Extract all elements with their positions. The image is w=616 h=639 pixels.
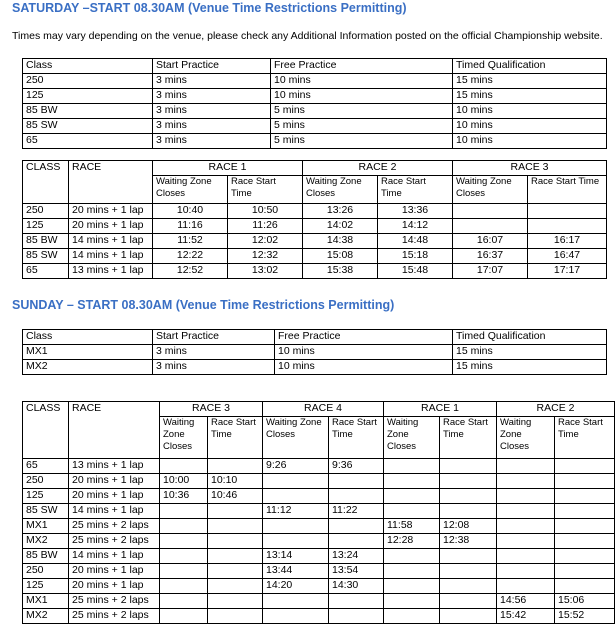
- time-cell: [555, 534, 615, 549]
- time-cell: 10:10: [208, 474, 263, 489]
- time-cell: 12:28: [384, 534, 440, 549]
- table-cell: 10 mins: [453, 134, 607, 149]
- time-cell: [440, 564, 497, 579]
- time-cell: [263, 594, 329, 609]
- class-cell: 85 BW: [23, 234, 69, 249]
- table-row: [23, 519, 615, 534]
- time-cell: [497, 534, 555, 549]
- race-group-header: RACE 2: [303, 161, 453, 176]
- table-row: [23, 564, 615, 579]
- time-cell: [453, 219, 528, 234]
- time-cell: [440, 609, 497, 624]
- table-cell: 3 mins: [153, 134, 271, 149]
- class-cell: 125: [23, 579, 69, 594]
- race-header: RACE: [69, 161, 153, 204]
- table-cell: 125: [23, 89, 153, 104]
- schedule-note: Times may vary depending on the venue, please check any Additional Information posted on the official Championship website.: [12, 30, 603, 42]
- time-cell: 10:00: [160, 474, 208, 489]
- time-cell: [160, 504, 208, 519]
- race-length-cell: 25 mins + 2 laps: [69, 609, 160, 624]
- time-cell: 11:16: [153, 219, 228, 234]
- race-length-cell: 20 mins + 1 lap: [69, 204, 153, 219]
- sunday-race-table: [22, 401, 615, 624]
- column-header: Class: [23, 59, 153, 74]
- time-cell: [555, 549, 615, 564]
- waiting-zone-header: Waiting Zone Closes: [303, 176, 378, 204]
- table-cell: 3 mins: [153, 74, 271, 89]
- waiting-zone-header: Waiting Zone Closes: [153, 176, 228, 204]
- time-cell: 14:56: [497, 594, 555, 609]
- table-row: [23, 204, 607, 219]
- time-cell: [329, 609, 384, 624]
- time-cell: [555, 459, 615, 474]
- time-cell: [440, 474, 497, 489]
- column-header: Start Practice: [153, 330, 275, 345]
- race-group-header: RACE 2: [497, 402, 615, 417]
- time-cell: 16:37: [453, 249, 528, 264]
- time-cell: [497, 489, 555, 504]
- time-cell: [384, 474, 440, 489]
- class-cell: 250: [23, 204, 69, 219]
- waiting-zone-header: Waiting Zone Closes: [453, 176, 528, 204]
- class-cell: 250: [23, 474, 69, 489]
- time-cell: 14:38: [303, 234, 378, 249]
- table-cell: 15 mins: [453, 360, 607, 375]
- table-cell: 250: [23, 74, 153, 89]
- race-group-header: RACE 3: [453, 161, 607, 176]
- time-cell: [160, 519, 208, 534]
- time-cell: [208, 504, 263, 519]
- table-row: [23, 134, 607, 149]
- table-cell: 10 mins: [275, 345, 453, 360]
- table-cell: 15 mins: [453, 74, 607, 89]
- race-group-header: RACE 3: [160, 402, 263, 417]
- race-length-cell: 13 mins + 1 lap: [69, 459, 160, 474]
- time-cell: [384, 564, 440, 579]
- time-cell: 12:52: [153, 264, 228, 279]
- time-cell: [440, 594, 497, 609]
- time-cell: 15:48: [378, 264, 453, 279]
- table-cell: 10 mins: [271, 89, 453, 104]
- table-row: [23, 119, 607, 134]
- time-cell: 13:02: [228, 264, 303, 279]
- column-header: Class: [23, 330, 153, 345]
- race-start-header: Race Start Time: [378, 176, 453, 204]
- table-row: [23, 360, 607, 375]
- time-cell: [453, 204, 528, 219]
- time-cell: 13:24: [329, 549, 384, 564]
- class-cell: 85 BW: [23, 549, 69, 564]
- time-cell: [555, 474, 615, 489]
- race-start-header: Race Start Time: [208, 417, 263, 459]
- time-cell: 17:07: [453, 264, 528, 279]
- time-cell: 12:22: [153, 249, 228, 264]
- time-cell: 14:12: [378, 219, 453, 234]
- time-cell: 15:52: [555, 609, 615, 624]
- time-cell: [440, 579, 497, 594]
- time-cell: [440, 489, 497, 504]
- class-cell: 125: [23, 219, 69, 234]
- race-header-row: [23, 402, 615, 417]
- time-cell: [263, 519, 329, 534]
- time-cell: 11:12: [263, 504, 329, 519]
- race-length-cell: 13 mins + 1 lap: [69, 264, 153, 279]
- time-cell: [497, 519, 555, 534]
- time-cell: [208, 549, 263, 564]
- time-cell: 14:30: [329, 579, 384, 594]
- race-group-header: RACE 1: [153, 161, 303, 176]
- time-cell: 14:48: [378, 234, 453, 249]
- race-group-header: RACE 4: [263, 402, 384, 417]
- time-cell: 11:52: [153, 234, 228, 249]
- column-header: Start Practice: [153, 59, 271, 74]
- table-cell: 5 mins: [271, 119, 453, 134]
- time-cell: [555, 489, 615, 504]
- race-start-header: Race Start Time: [329, 417, 384, 459]
- race-start-header: Race Start Time: [528, 176, 607, 204]
- time-cell: 11:22: [329, 504, 384, 519]
- table-row: [23, 474, 615, 489]
- time-cell: [384, 459, 440, 474]
- table-cell: 15 mins: [453, 89, 607, 104]
- time-cell: 15:18: [378, 249, 453, 264]
- race-length-cell: 14 mins + 1 lap: [69, 249, 153, 264]
- table-cell: 10 mins: [275, 360, 453, 375]
- table-cell: 3 mins: [153, 119, 271, 134]
- time-cell: [440, 504, 497, 519]
- time-cell: [497, 549, 555, 564]
- time-cell: [329, 594, 384, 609]
- class-header: CLASS: [23, 161, 69, 204]
- table-row: [23, 345, 607, 360]
- time-cell: [497, 474, 555, 489]
- time-cell: 13:36: [378, 204, 453, 219]
- time-cell: 14:20: [263, 579, 329, 594]
- sunday-practice-table: [22, 329, 607, 375]
- time-cell: 16:07: [453, 234, 528, 249]
- table-cell: 10 mins: [271, 74, 453, 89]
- class-cell: MX2: [23, 534, 69, 549]
- time-cell: [208, 609, 263, 624]
- waiting-zone-header: Waiting Zone Closes: [497, 417, 555, 459]
- table-row: [23, 234, 607, 249]
- saturday-practice-table: [22, 58, 607, 149]
- time-cell: 12:32: [228, 249, 303, 264]
- waiting-zone-header: Waiting Zone Closes: [384, 417, 440, 459]
- table-cell: 15 mins: [453, 345, 607, 360]
- time-cell: [555, 579, 615, 594]
- table-header-row: [23, 59, 607, 74]
- time-cell: [497, 459, 555, 474]
- time-cell: 9:36: [329, 459, 384, 474]
- time-cell: [208, 564, 263, 579]
- race-length-cell: 20 mins + 1 lap: [69, 474, 160, 489]
- table-row: [23, 74, 607, 89]
- time-cell: 11:26: [228, 219, 303, 234]
- race-header: RACE: [69, 402, 160, 459]
- time-cell: [528, 219, 607, 234]
- table-row: [23, 549, 615, 564]
- time-cell: 12:38: [440, 534, 497, 549]
- time-cell: 15:42: [497, 609, 555, 624]
- time-cell: 13:54: [329, 564, 384, 579]
- race-group-header: RACE 1: [384, 402, 497, 417]
- table-cell: 5 mins: [271, 134, 453, 149]
- time-cell: 12:02: [228, 234, 303, 249]
- table-cell: 3 mins: [153, 104, 271, 119]
- time-cell: [384, 579, 440, 594]
- time-cell: [329, 474, 384, 489]
- race-length-cell: 25 mins + 2 laps: [69, 519, 160, 534]
- time-cell: [263, 489, 329, 504]
- time-cell: [160, 579, 208, 594]
- table-cell: 3 mins: [153, 89, 271, 104]
- table-row: [23, 219, 607, 234]
- time-cell: 17:17: [528, 264, 607, 279]
- time-cell: 16:47: [528, 249, 607, 264]
- class-cell: 85 SW: [23, 249, 69, 264]
- class-cell: 65: [23, 459, 69, 474]
- time-cell: [329, 519, 384, 534]
- time-cell: [160, 549, 208, 564]
- time-cell: [160, 609, 208, 624]
- time-cell: 15:38: [303, 264, 378, 279]
- race-start-header: Race Start Time: [228, 176, 303, 204]
- race-length-cell: 20 mins + 1 lap: [69, 564, 160, 579]
- time-cell: 9:26: [263, 459, 329, 474]
- table-cell: MX2: [23, 360, 153, 375]
- table-cell: 10 mins: [453, 104, 607, 119]
- class-cell: 65: [23, 264, 69, 279]
- race-length-cell: 14 mins + 1 lap: [69, 549, 160, 564]
- table-cell: MX1: [23, 345, 153, 360]
- time-cell: [160, 564, 208, 579]
- race-start-header: Race Start Time: [440, 417, 497, 459]
- time-cell: [555, 519, 615, 534]
- race-header-row: [23, 161, 607, 176]
- table-row: [23, 264, 607, 279]
- table-cell: 3 mins: [153, 345, 275, 360]
- race-length-cell: 20 mins + 1 lap: [69, 219, 153, 234]
- time-cell: 15:08: [303, 249, 378, 264]
- class-cell: MX2: [23, 609, 69, 624]
- class-header: CLASS: [23, 402, 69, 459]
- time-cell: [528, 204, 607, 219]
- time-cell: 13:44: [263, 564, 329, 579]
- time-cell: 10:40: [153, 204, 228, 219]
- time-cell: [263, 474, 329, 489]
- time-cell: 10:36: [160, 489, 208, 504]
- table-cell: 65: [23, 134, 153, 149]
- time-cell: [497, 564, 555, 579]
- time-cell: [384, 489, 440, 504]
- time-cell: [329, 534, 384, 549]
- time-cell: [384, 594, 440, 609]
- time-cell: [440, 549, 497, 564]
- table-row: [23, 594, 615, 609]
- class-cell: MX1: [23, 519, 69, 534]
- time-cell: [384, 609, 440, 624]
- class-cell: MX1: [23, 594, 69, 609]
- table-cell: 3 mins: [153, 360, 275, 375]
- table-row: [23, 489, 615, 504]
- table-row: [23, 609, 615, 624]
- time-cell: [440, 459, 497, 474]
- race-length-cell: 14 mins + 1 lap: [69, 504, 160, 519]
- class-cell: 125: [23, 489, 69, 504]
- table-cell: 85 SW: [23, 119, 153, 134]
- time-cell: 11:58: [384, 519, 440, 534]
- saturday-race-table: [22, 160, 607, 279]
- table-cell: 5 mins: [271, 104, 453, 119]
- time-cell: [160, 534, 208, 549]
- time-cell: [208, 594, 263, 609]
- sunday-heading: SUNDAY – START 08.30AM (Venue Time Restrictions Permitting): [12, 298, 395, 312]
- table-row: [23, 579, 615, 594]
- table-row: [23, 534, 615, 549]
- table-row: [23, 89, 607, 104]
- time-cell: 10:50: [228, 204, 303, 219]
- waiting-zone-header: Waiting Zone Closes: [263, 417, 329, 459]
- table-cell: 10 mins: [453, 119, 607, 134]
- time-cell: [263, 609, 329, 624]
- time-cell: [208, 579, 263, 594]
- race-length-cell: 25 mins + 2 laps: [69, 534, 160, 549]
- time-cell: [555, 504, 615, 519]
- race-length-cell: 14 mins + 1 lap: [69, 234, 153, 249]
- race-length-cell: 20 mins + 1 lap: [69, 579, 160, 594]
- table-row: [23, 504, 615, 519]
- time-cell: [497, 504, 555, 519]
- saturday-heading: SATURDAY –START 08.30AM (Venue Time Restrictions Permitting): [12, 1, 407, 15]
- time-cell: [263, 534, 329, 549]
- time-cell: [208, 519, 263, 534]
- time-cell: [497, 579, 555, 594]
- time-cell: [208, 459, 263, 474]
- time-cell: [329, 489, 384, 504]
- class-cell: 250: [23, 564, 69, 579]
- table-cell: 85 BW: [23, 104, 153, 119]
- time-cell: 16:17: [528, 234, 607, 249]
- time-cell: 13:14: [263, 549, 329, 564]
- column-header: Timed Qualification: [453, 59, 607, 74]
- time-cell: [160, 594, 208, 609]
- time-cell: [208, 534, 263, 549]
- race-start-header: Race Start Time: [555, 417, 615, 459]
- time-cell: 13:26: [303, 204, 378, 219]
- time-cell: 12:08: [440, 519, 497, 534]
- waiting-zone-header: Waiting Zone Closes: [160, 417, 208, 459]
- table-row: [23, 104, 607, 119]
- race-length-cell: 25 mins + 2 laps: [69, 594, 160, 609]
- time-cell: [384, 504, 440, 519]
- column-header: Free Practice: [271, 59, 453, 74]
- column-header: Timed Qualification: [453, 330, 607, 345]
- time-cell: [160, 459, 208, 474]
- table-row: [23, 459, 615, 474]
- class-cell: 85 SW: [23, 504, 69, 519]
- time-cell: [384, 549, 440, 564]
- time-cell: 14:02: [303, 219, 378, 234]
- time-cell: [555, 564, 615, 579]
- time-cell: 15:06: [555, 594, 615, 609]
- table-row: [23, 249, 607, 264]
- table-header-row: [23, 330, 607, 345]
- column-header: Free Practice: [275, 330, 453, 345]
- time-cell: 10:46: [208, 489, 263, 504]
- race-length-cell: 20 mins + 1 lap: [69, 489, 160, 504]
